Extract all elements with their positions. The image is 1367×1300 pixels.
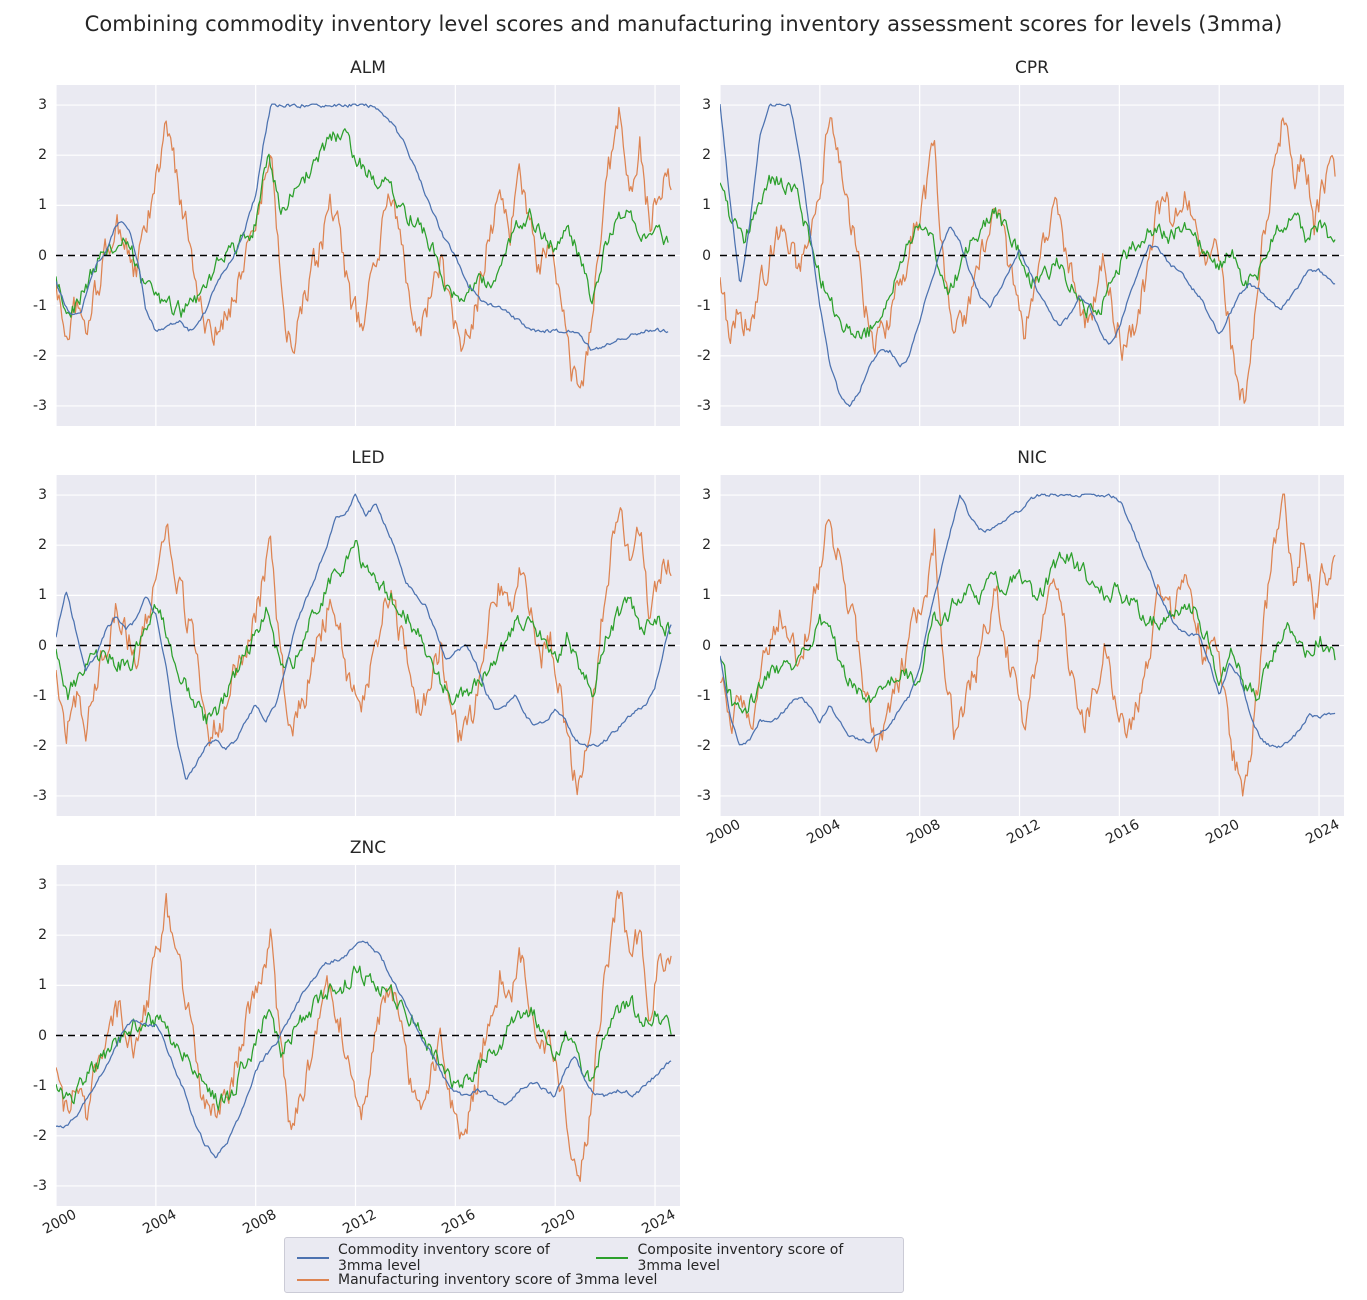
y-tick-label: 3: [38, 877, 47, 894]
legend-swatch-commodity: [297, 1257, 329, 1259]
y-tick-label: 2: [38, 537, 47, 554]
legend-swatch-manufacturing: [297, 1279, 329, 1281]
subplot-nic: [697, 448, 1344, 848]
x-tick-label: 2020: [1203, 816, 1243, 848]
y-tick-label: 1: [702, 197, 711, 214]
plot-area-led: [56, 475, 680, 816]
x-tick-label: 2024: [639, 1206, 679, 1238]
y-tick-label: 2: [38, 147, 47, 164]
y-tick-label: -2: [33, 1127, 47, 1144]
subplot-title-nic: NIC: [1017, 448, 1047, 468]
subplot-led: [33, 448, 680, 816]
legend-swatch-composite: [596, 1257, 628, 1259]
y-tick-label: 2: [702, 147, 711, 164]
y-tick-label: -2: [33, 347, 47, 364]
y-tick-label: 0: [702, 247, 711, 264]
y-tick-label: -1: [33, 1077, 47, 1094]
plot-area-znc: [56, 865, 680, 1206]
legend-label-commodity: Commodity inventory score of 3mma level: [338, 1242, 550, 1274]
y-tick-label: -1: [697, 297, 711, 314]
y-tick-label: 0: [702, 637, 711, 654]
y-tick-label: -3: [697, 787, 711, 804]
y-tick-label: 0: [38, 1027, 47, 1044]
plot-area-nic: [720, 475, 1344, 816]
y-tick-label: -3: [33, 787, 47, 804]
y-tick-label: 3: [702, 97, 711, 114]
legend-entry-commodity: [297, 1242, 578, 1274]
y-tick-label: -3: [697, 397, 711, 414]
subplot-alm: [33, 58, 680, 426]
x-tick-label: 2008: [239, 1206, 279, 1238]
y-tick-label: 3: [38, 97, 47, 114]
y-tick-label: 0: [38, 637, 47, 654]
plot-area-alm: [56, 85, 680, 426]
legend-entry-composite: [596, 1242, 873, 1274]
y-tick-label: -1: [33, 687, 47, 704]
y-tick-label: -2: [697, 347, 711, 364]
x-tick-label: 2000: [704, 816, 744, 848]
x-tick-label: 2004: [140, 1206, 180, 1238]
figure-title: Combining commodity inventory level scores and manufacturing inventory assessment scores for levels (3mma): [84, 12, 1283, 36]
y-tick-label: -2: [697, 737, 711, 754]
subplot-title-znc: ZNC: [349, 838, 387, 858]
y-tick-label: -2: [33, 737, 47, 754]
y-tick-label: -1: [697, 687, 711, 704]
subplot-title-alm: ALM: [350, 58, 386, 78]
y-tick-label: 3: [38, 487, 47, 504]
y-tick-label: 1: [38, 587, 47, 604]
x-tick-label: 2004: [804, 816, 844, 848]
subplot-znc: [33, 838, 680, 1238]
y-tick-label: 2: [38, 927, 47, 944]
x-tick-label: 2020: [539, 1206, 579, 1238]
legend: [284, 1237, 904, 1293]
subplot-cpr: [697, 58, 1344, 426]
x-tick-label: 2000: [40, 1206, 80, 1238]
y-tick-label: 1: [38, 977, 47, 994]
subplot-title-led: LED: [351, 448, 385, 468]
y-tick-label: -3: [33, 397, 47, 414]
x-tick-label: 2012: [339, 1206, 379, 1238]
x-tick-label: 2016: [1103, 816, 1143, 848]
legend-label-manufacturing: Manufacturing inventory score of 3mma level: [338, 1272, 658, 1288]
subplot-title-cpr: CPR: [1015, 58, 1049, 78]
y-tick-label: 1: [38, 197, 47, 214]
x-tick-label: 2012: [1003, 816, 1043, 848]
y-tick-label: 0: [38, 247, 47, 264]
x-tick-label: 2016: [439, 1206, 479, 1238]
y-tick-label: -3: [33, 1177, 47, 1194]
x-tick-label: 2008: [903, 816, 943, 848]
y-tick-label: 2: [702, 537, 711, 554]
legend-label-composite: Composite inventory score of 3mma level: [637, 1242, 844, 1274]
y-tick-label: 1: [702, 587, 711, 604]
y-tick-label: 3: [702, 487, 711, 504]
plot-area-cpr: [720, 85, 1344, 426]
legend-entry-manufacturing: [297, 1272, 657, 1288]
x-tick-label: 2024: [1303, 816, 1343, 848]
y-tick-label: -1: [33, 297, 47, 314]
